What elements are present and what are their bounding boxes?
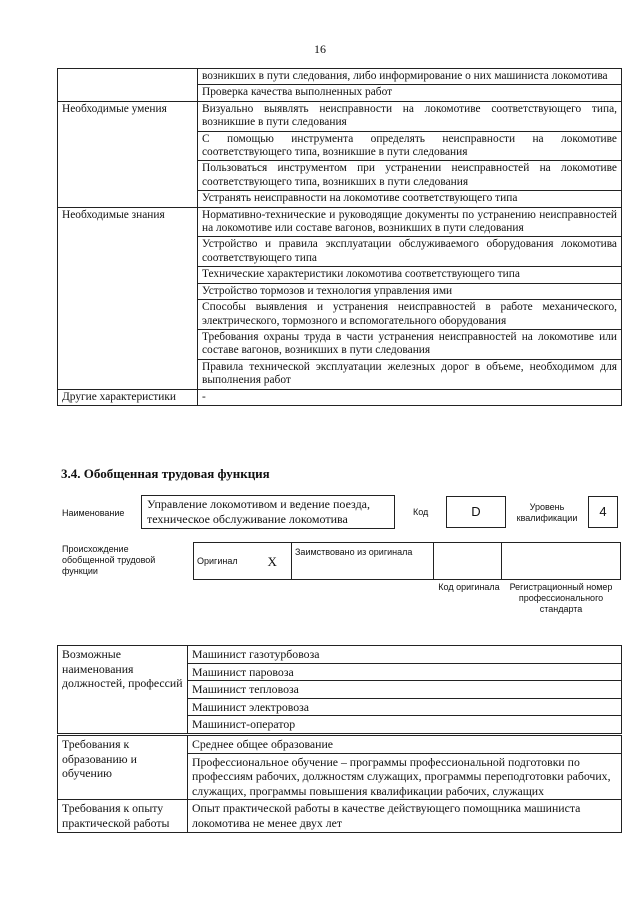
original-mark: X [254,543,292,580]
level-value: 4 [588,496,618,528]
row-label [58,69,198,102]
list-item: Требования охраны труда в части устранения неисправностей на локомотиве или составе вагонов, возникших в пути следования [198,329,622,359]
page-number: 16 [314,42,326,56]
skills-label: Необходимые умения [58,101,198,207]
list-item: Среднее общее образование [188,736,622,754]
knowledge-label: Необходимые знания [58,207,198,389]
list-item: Визуально выявлять неисправности на локомотиве соответствующего типа, возникшие в пути следования [198,101,622,131]
other-label: Другие характеристики [58,389,198,405]
code-value: D [446,496,506,528]
table-row [58,207,622,237]
list-item: Машинист-оператор [188,716,622,734]
original-label: Оригинал [194,543,254,580]
list-item: Пользоваться инструментом при устранении неисправностей на локомотиве соответствующего типа, возникших в пути следования [198,161,622,191]
code-original-caption: Код оригинала [438,582,500,592]
list-item: Машинист электровоза [188,698,622,716]
education-label: Требования к образованию и обучению [58,736,188,800]
name-label: Наименование [62,508,125,518]
table-row [58,389,622,405]
table-row [58,69,622,85]
list-item: Устройство и правила эксплуатации обслуживаемого оборудования локомотива соответствующего типа [198,237,622,267]
experience-value: Опыт практической работы в качестве действующего помощника машиниста локомотива не менее двух лет [188,800,622,832]
list-item: С помощью инструмента определять неисправности на локомотиве соответствующего типа, возникшие в пути следования [198,131,622,161]
code-original-cell [434,543,502,580]
list-item: Проверка качества выполненных работ [198,85,622,101]
list-item: Устройство тормозов и технология управления ими [198,283,622,299]
list-item: Технические характеристики локомотива соответствующего типа [198,267,622,283]
code-label: Код [413,507,429,517]
list-item: Машинист тепловоза [188,681,622,699]
positions-label: Возможные наименования должностей, профессий [58,646,188,734]
requirements-table [57,735,622,833]
list-item: Машинист паровоза [188,663,622,681]
experience-label: Требования к опыту практической работы [58,800,188,832]
origin-table [193,542,621,580]
borrowed-label: Заимствовано из оригинала [292,543,434,580]
list-item: Способы выявления и устранения неисправностей в работе механического, электрического, тормозного и вспомогательного оборудования [198,300,622,330]
labor-function-table [57,68,622,406]
list-item: Профессиональное обучение – программы профессиональной подготовки по профессиям рабочих, должностям служащих, программы переподготовки рабочих, служащих, программы повышения квалификации рабочих, служащих [188,753,622,800]
list-item: - [198,389,622,405]
list-item: Нормативно-технические и руководящие документы по устранению неисправностей на локомотиве или составе вагонов, возникших в пути следования [198,207,622,237]
function-name-value: Управление локомотивом и ведение поезда, техническое обслуживание локомотива [141,495,395,529]
reg-number-caption: Регистрационный номер профессионального стандарта [509,582,613,614]
reg-number-cell [502,543,621,580]
section-heading: 3.4. Обобщенная трудовая функция [61,466,270,481]
list-item: Машинист газотурбовоза [188,646,622,664]
level-label: Уровень квалификации [516,502,578,523]
list-item: Правила технической эксплуатации железных дорог в объеме, необходимом для выполнения работ [198,359,622,389]
origin-label: Происхождение обобщенной трудовой функции [62,544,156,576]
positions-table [57,645,622,734]
list-item: Устранять неисправности на локомотиве соответствующего типа [198,191,622,207]
list-item: возникших в пути следования, либо информирование о них машиниста локомотива [198,69,622,85]
table-row [58,101,622,131]
